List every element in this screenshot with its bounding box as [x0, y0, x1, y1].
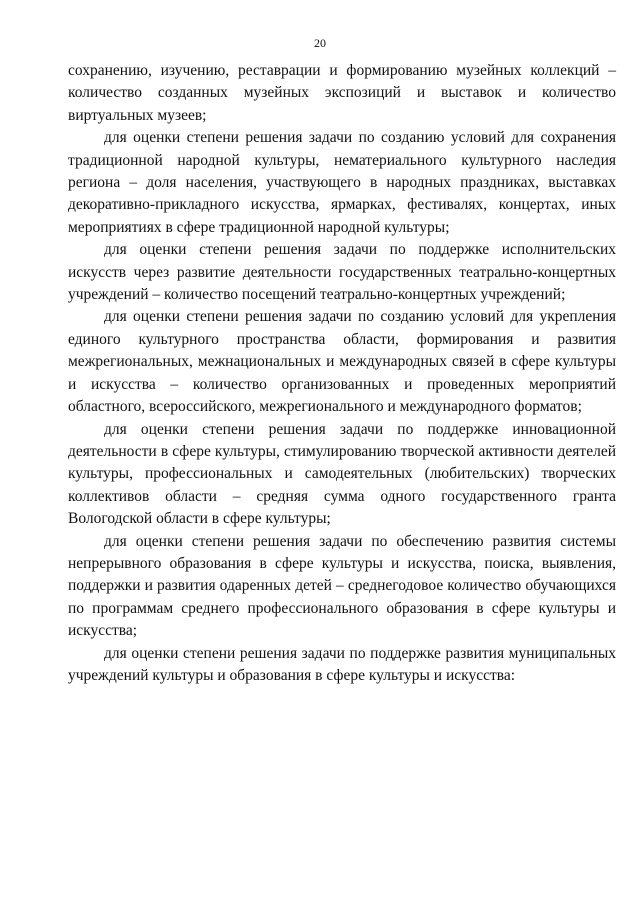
page-number: 20 — [314, 36, 326, 50]
paragraph: для оценки степени решения задачи по созданию условий для укрепления единого культурного пространства области, формирования и развития межрегиональных, межнациональных и международных связей в сфере культуры и искусства – количество организованных и проведенных мероприятий областного, всероссийского, межрегионального и международного форматов; — [68, 308, 616, 416]
paragraph: для оценки степени решения задачи по поддержке инновационной деятельности в сфере культуры, стимулированию творческой активности деятелей культуры, профессиональных и самодеятельных (любительских) творческих коллективов области – средняя сумма одного государственного гранта Вологодской области в сфере культуры; — [68, 420, 616, 528]
paragraph: для оценки степени решения задачи по поддержке исполнительских искусств через развитие деятельности государственных театрально-концертных учреждений – количество посещений театрально-концертных учреждений; — [68, 241, 616, 304]
paragraph: для оценки степени решения задачи по обеспечению развития системы непрерывного образования в сфере культуры и искусства, поиска, выявления, поддержки и развития одаренных детей – среднегодовое количество обучающихся по программам среднего профессионального образования в сфере культуры и искусства; — [68, 532, 616, 640]
paragraph: для оценки степени решения задачи по созданию условий для сохранения традиционной народной культуры, нематериального культурного наследия региона – доля населения, участвующего в народных праздниках, выставках декоративно-прикладного искусства, ярмарках, фестивалях, концертах, иных мероприятиях в сфере традиционной народной культуры; — [68, 129, 616, 236]
paragraph: сохранению, изучению, реставрации и формированию музейных коллекций – количество созданных музейных экспозиций и выставок и количество виртуальных музеев; — [68, 62, 616, 124]
paragraph: для оценки степени решения задачи по поддержке развития муниципальных учреждений культуры и образования в сфере культуры и искусства: — [68, 644, 616, 684]
document-body — [68, 60, 616, 687]
